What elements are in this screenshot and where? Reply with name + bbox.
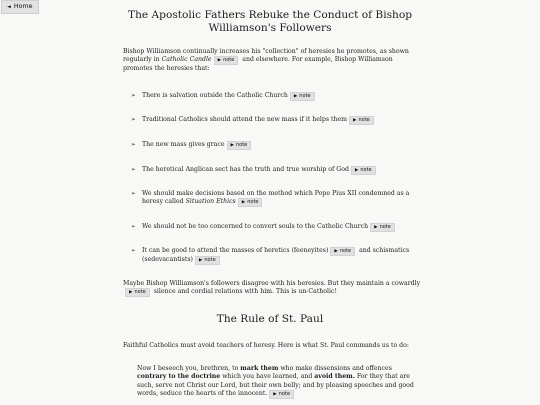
scripture-quote: Now I beseech you, brethren, to mark them who make dissensions and offences contrary to the doctrine which you have learned, and avoid them. For they that are such, serve not Christ our Lord, but their own belly; and by pleasing speeches and good words, seduce the hearts of the innocent. ▶ note (137, 365, 414, 398)
arrow-bullet-icon: ➢ (131, 191, 136, 197)
list-item: ➢ It can be good to attend the masses of heretics (feeneyites) ▶ note and schismatics (sedevacantists) ▶ note (131, 247, 410, 263)
list-item: ➢ We should make decisions based on the method which Pope Pius XII condemned as a heresy called Situation Ethics ▶ note (131, 190, 410, 206)
intro-text: Bishop Williamson continually increases his "collection" of heresies he promotes, as shown regularly in (123, 48, 409, 64)
play-icon: ▶ (353, 118, 357, 123)
arrow-bullet-icon: ➢ (131, 167, 136, 173)
play-icon: ▶ (241, 200, 246, 206)
home-label: Home (13, 3, 33, 10)
note-button[interactable]: ▶ note (330, 247, 355, 256)
play-icon: ▶ (334, 249, 338, 254)
play-icon: ▶ (230, 143, 234, 148)
faithful-paragraph: Faithful Catholics must avoid teachers of heresy. Here is what St. Paul commands us to do: (123, 342, 409, 349)
play-icon: ▶ (293, 94, 298, 99)
intro-paragraph (123, 48, 423, 74)
note-button[interactable]: ▶ note (290, 92, 315, 101)
note-button[interactable]: ▶ note (351, 166, 376, 175)
arrow-bullet-icon: ➢ (131, 142, 136, 148)
list-item: ➢ The heretical Anglican sect has the truth and true worship of God ▶ note (131, 166, 411, 175)
note-button[interactable]: ▶ note (125, 288, 150, 297)
play-icon: ▶ (273, 392, 277, 398)
arrow-bullet-icon: ➢ (131, 93, 136, 99)
catholic-candle-ref: Catholic Candle (161, 56, 212, 64)
play-icon: ▶ (198, 258, 203, 263)
note-button[interactable]: ▶ note (227, 141, 252, 150)
note-button[interactable]: ▶ note (214, 56, 239, 65)
back-arrow-icon: ◄ (7, 4, 11, 10)
note-button[interactable]: ▶ note (370, 223, 395, 232)
intro-text-end: and elsewhere. For example, Bishop Williamson promotes the heresies that: (123, 56, 393, 73)
list-item: ➢ There is salvation outside the Catholic Church ▶ note (131, 92, 411, 101)
note-button[interactable]: ▶ note (269, 390, 294, 399)
play-icon: ▶ (129, 290, 133, 296)
arrow-bullet-icon: ➢ (131, 248, 136, 254)
section-heading: The Rule of St. Paul (216, 313, 324, 325)
list-item: ➢ Traditional Catholics should attend the new mass if it helps them ▶ note (131, 116, 411, 125)
home-button[interactable] (1, 0, 39, 14)
play-icon: ▶ (217, 58, 222, 64)
arrow-bullet-icon: ➢ (131, 117, 136, 123)
followers-paragraph: Maybe Bishop Williamson's followers disagree with his heresies. But they maintain a cowardly ▶ note silence and cordial relations with him. This is un-Catholic! (123, 280, 421, 296)
list-item: ➢ We should not be too concerned to convert souls to the Catholic Church ▶ note (131, 223, 411, 232)
play-icon: ▶ (354, 168, 359, 173)
arrow-bullet-icon: ➢ (131, 224, 136, 230)
list-item: ➢ The new mass gives grace ▶ note (131, 141, 411, 150)
note-button[interactable]: ▶ note (238, 198, 263, 207)
note-button[interactable]: ▶ note (195, 256, 220, 265)
page-title: The Apostolic Fathers Rebuke the Conduct of Bishop Williamson's Followers (128, 9, 412, 34)
play-icon: ▶ (374, 225, 378, 230)
note-button[interactable]: ▶ note (349, 116, 374, 125)
